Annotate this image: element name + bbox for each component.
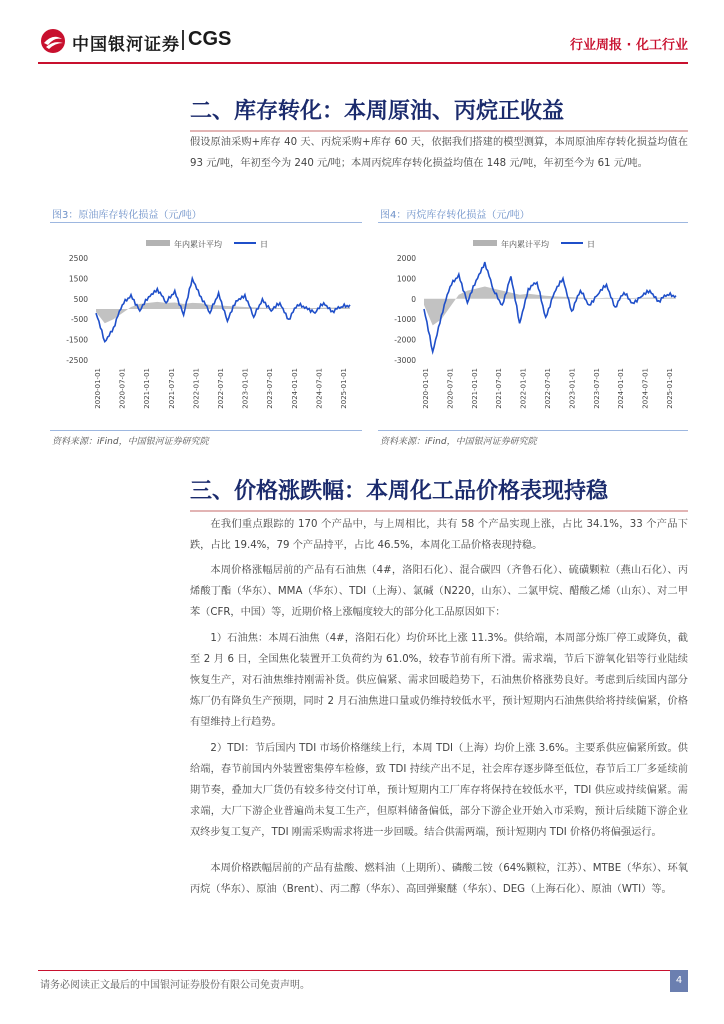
y-tick-label: 2500	[68, 254, 88, 263]
y-tick-label: 500	[73, 294, 88, 304]
legend-swatch-avg	[146, 240, 170, 246]
y-tick-label: -2500	[66, 356, 88, 365]
x-tick-label: 2023-07-01	[592, 368, 601, 409]
x-tick-label: 2020-01-01	[422, 368, 430, 409]
y-tick-label: -1500	[66, 335, 88, 345]
legend-label-avg: 年内累计平均	[174, 240, 222, 249]
x-tick-label: 2023-01-01	[241, 368, 250, 409]
cgs-logo-icon	[40, 28, 66, 54]
y-tick-label: 1500	[68, 274, 88, 284]
x-tick-label: 2025-01-01	[340, 368, 348, 409]
logo-text-cn: 中国银河证券	[72, 35, 180, 55]
x-tick-label: 2020-07-01	[446, 368, 455, 409]
chart-legend	[473, 239, 595, 249]
figure-3-rule	[50, 222, 362, 223]
footer-disclaimer: 请务必阅读正文最后的中国银河证券股份有限公司免责声明。	[40, 980, 310, 991]
legend-label-avg: 年内累计平均	[501, 240, 549, 249]
x-tick-label: 2022-07-01	[217, 368, 225, 409]
chart-legend	[146, 239, 268, 249]
x-tick-label: 2021-07-01	[167, 368, 176, 409]
logo-separator	[182, 30, 184, 50]
x-tick-label: 2023-01-01	[568, 368, 577, 409]
figure-4-rule	[378, 222, 688, 223]
legend-label-daily: 日	[260, 240, 268, 249]
section-2-paragraph: 假设原油采购+库存 40 天、丙烷采购+库存 60 天，依据我们搭建的模型测算，本周原油库存转化损益均值在 93 元/吨，年初至今为 240 元/吨；本周丙烷库存转化损益均值在 148 元/吨，年初至今为 61 元/吨。	[190, 137, 688, 169]
figure-4-bottom-rule	[378, 430, 688, 431]
section-3-title: 三、价格涨跌幅：本周化工品价格表现持稳	[190, 479, 609, 504]
x-tick-label: 2024-01-01	[617, 368, 626, 409]
page-number: 4	[670, 970, 688, 992]
y-tick-label: 1000	[396, 274, 416, 284]
legend-label-daily: 日	[587, 240, 595, 249]
y-tick-label: 0	[411, 294, 416, 304]
figure-4-title: 图4：丙烷库存转化损益（元/吨）	[380, 210, 530, 221]
y-tick-label: -500	[70, 315, 88, 325]
section-3-paragraph-5: 本周价格跌幅居前的产品有盐酸、燃料油（上期所）、磷酸二铵（64%颗粒，江苏）、MTBE（华东）、环氧丙烷（华东）、原油（Brent）、丙二醇（华东）、高回弹聚醚（华东）、DEG（上海石化）、原油（WTI）等。	[190, 863, 688, 895]
section-2-title: 二、库存转化：本周原油、丙烷正收益	[190, 99, 565, 124]
series-daily-line	[424, 262, 676, 352]
x-tick-label: 2023-07-01	[266, 368, 275, 409]
x-tick-label: 2024-01-01	[290, 368, 299, 409]
propane-inventory-chart	[378, 230, 688, 430]
section-3-paragraph-3: 1）石油焦：本周石油焦（4#，洛阳石化）均价环比上涨 11.3%。供给端，本周部分炼厂停工或降负，截至 2 月 6 日，全国焦化装置开工负荷约为 61.0%，较春节前有所下滑。需求端，节后下游氧化铝等行业陆续恢复生产，对石油焦维持刚需补货。供应偏紧、需求回暖趋势下，石油焦价格涨势良好。考虑到后续国内部分炼厂仍有降负生产预期，同时 2 月石油焦进口量或仍维持较低水平，预计短期内石油焦供给将持续偏紧，价格有望维持上行趋势。	[190, 633, 688, 728]
x-tick-label: 2022-07-01	[544, 368, 552, 409]
figure-4-source: 资料来源：iFind，中国银河证券研究院	[380, 437, 537, 447]
report-category: 行业周报 · 化工行业	[570, 38, 688, 53]
section-3-paragraph-2: 本周价格涨幅居前的产品有石油焦（4#，洛阳石化）、混合碳四（齐鲁石化）、硫磺颗粒（燕山石化）、丙烯酸丁酯（华东）、MMA（华东）、TDI（上海）、氯碱（N220，山东）、二氯甲烷、醋酸乙烯（山东）、对二甲苯（CFR，中国）等，近期价格上涨幅度较大的部分化工品原因如下：	[190, 565, 688, 618]
x-tick-label: 2021-07-01	[495, 368, 504, 409]
y-tick-label: -2000	[394, 335, 416, 345]
x-tick-label: 2021-01-01	[143, 368, 152, 409]
logo-text-en: CGS	[188, 28, 232, 50]
figure-3-source: 资料来源：iFind，中国银河证券研究院	[52, 437, 209, 447]
series-daily-line	[96, 278, 350, 341]
x-tick-label: 2024-07-01	[641, 368, 650, 409]
x-tick-label: 2020-01-01	[94, 368, 102, 409]
figure-3-title: 图3：原油库存转化损益（元/吨）	[52, 210, 202, 221]
footer-divider	[38, 970, 688, 971]
x-tick-label: 2021-01-01	[470, 368, 479, 409]
y-tick-label: -1000	[394, 315, 416, 325]
x-tick-label: 2024-07-01	[315, 368, 324, 409]
section-3-paragraph-1: 在我们重点跟踪的 170 个产品中，与上周相比，共有 58 个产品实现上涨，占比 34.1%，33 个产品下跌，占比 19.4%，79 个产品持平，占比 46.5%，本周化工品价格表现持稳。	[190, 519, 688, 551]
legend-swatch-avg	[473, 240, 497, 246]
y-tick-label: 2000	[396, 254, 416, 263]
crude-oil-inventory-chart	[50, 230, 362, 430]
section-3-paragraph-4: 2）TDI：节后国内 TDI 市场价格继续上行，本周 TDI（上海）均价上涨 3.6%。主要系供应偏紧所致。供给端，春节前国内外装置密集停车检修，致 TDI 持续产出不足，社会库存逐步降至低位，春节后工厂多延续前期节奏，叠加大厂货仍有较多待交付订单，预计短期内工厂库存将保持在较低水平，TDI 供应或持续偏紧。需求端，大厂下游企业普遍尚未复工生产，但原料储备偏低，部分下游企业开始入市采购，预计后续随下游企业双终步复工复产，TDI 刚需采购需求将进一步回暖。结合供需两端，预计短期内 TDI 价格仍将偏强运行。	[190, 743, 688, 838]
figure-3-bottom-rule	[50, 430, 362, 431]
x-tick-label: 2020-07-01	[118, 368, 127, 409]
y-tick-label: -3000	[394, 356, 416, 365]
header-divider	[38, 62, 688, 64]
x-tick-label: 2025-01-01	[666, 368, 674, 409]
x-tick-label: 2022-01-01	[192, 368, 201, 409]
x-tick-label: 2022-01-01	[519, 368, 528, 409]
section-3-rule	[190, 510, 688, 512]
